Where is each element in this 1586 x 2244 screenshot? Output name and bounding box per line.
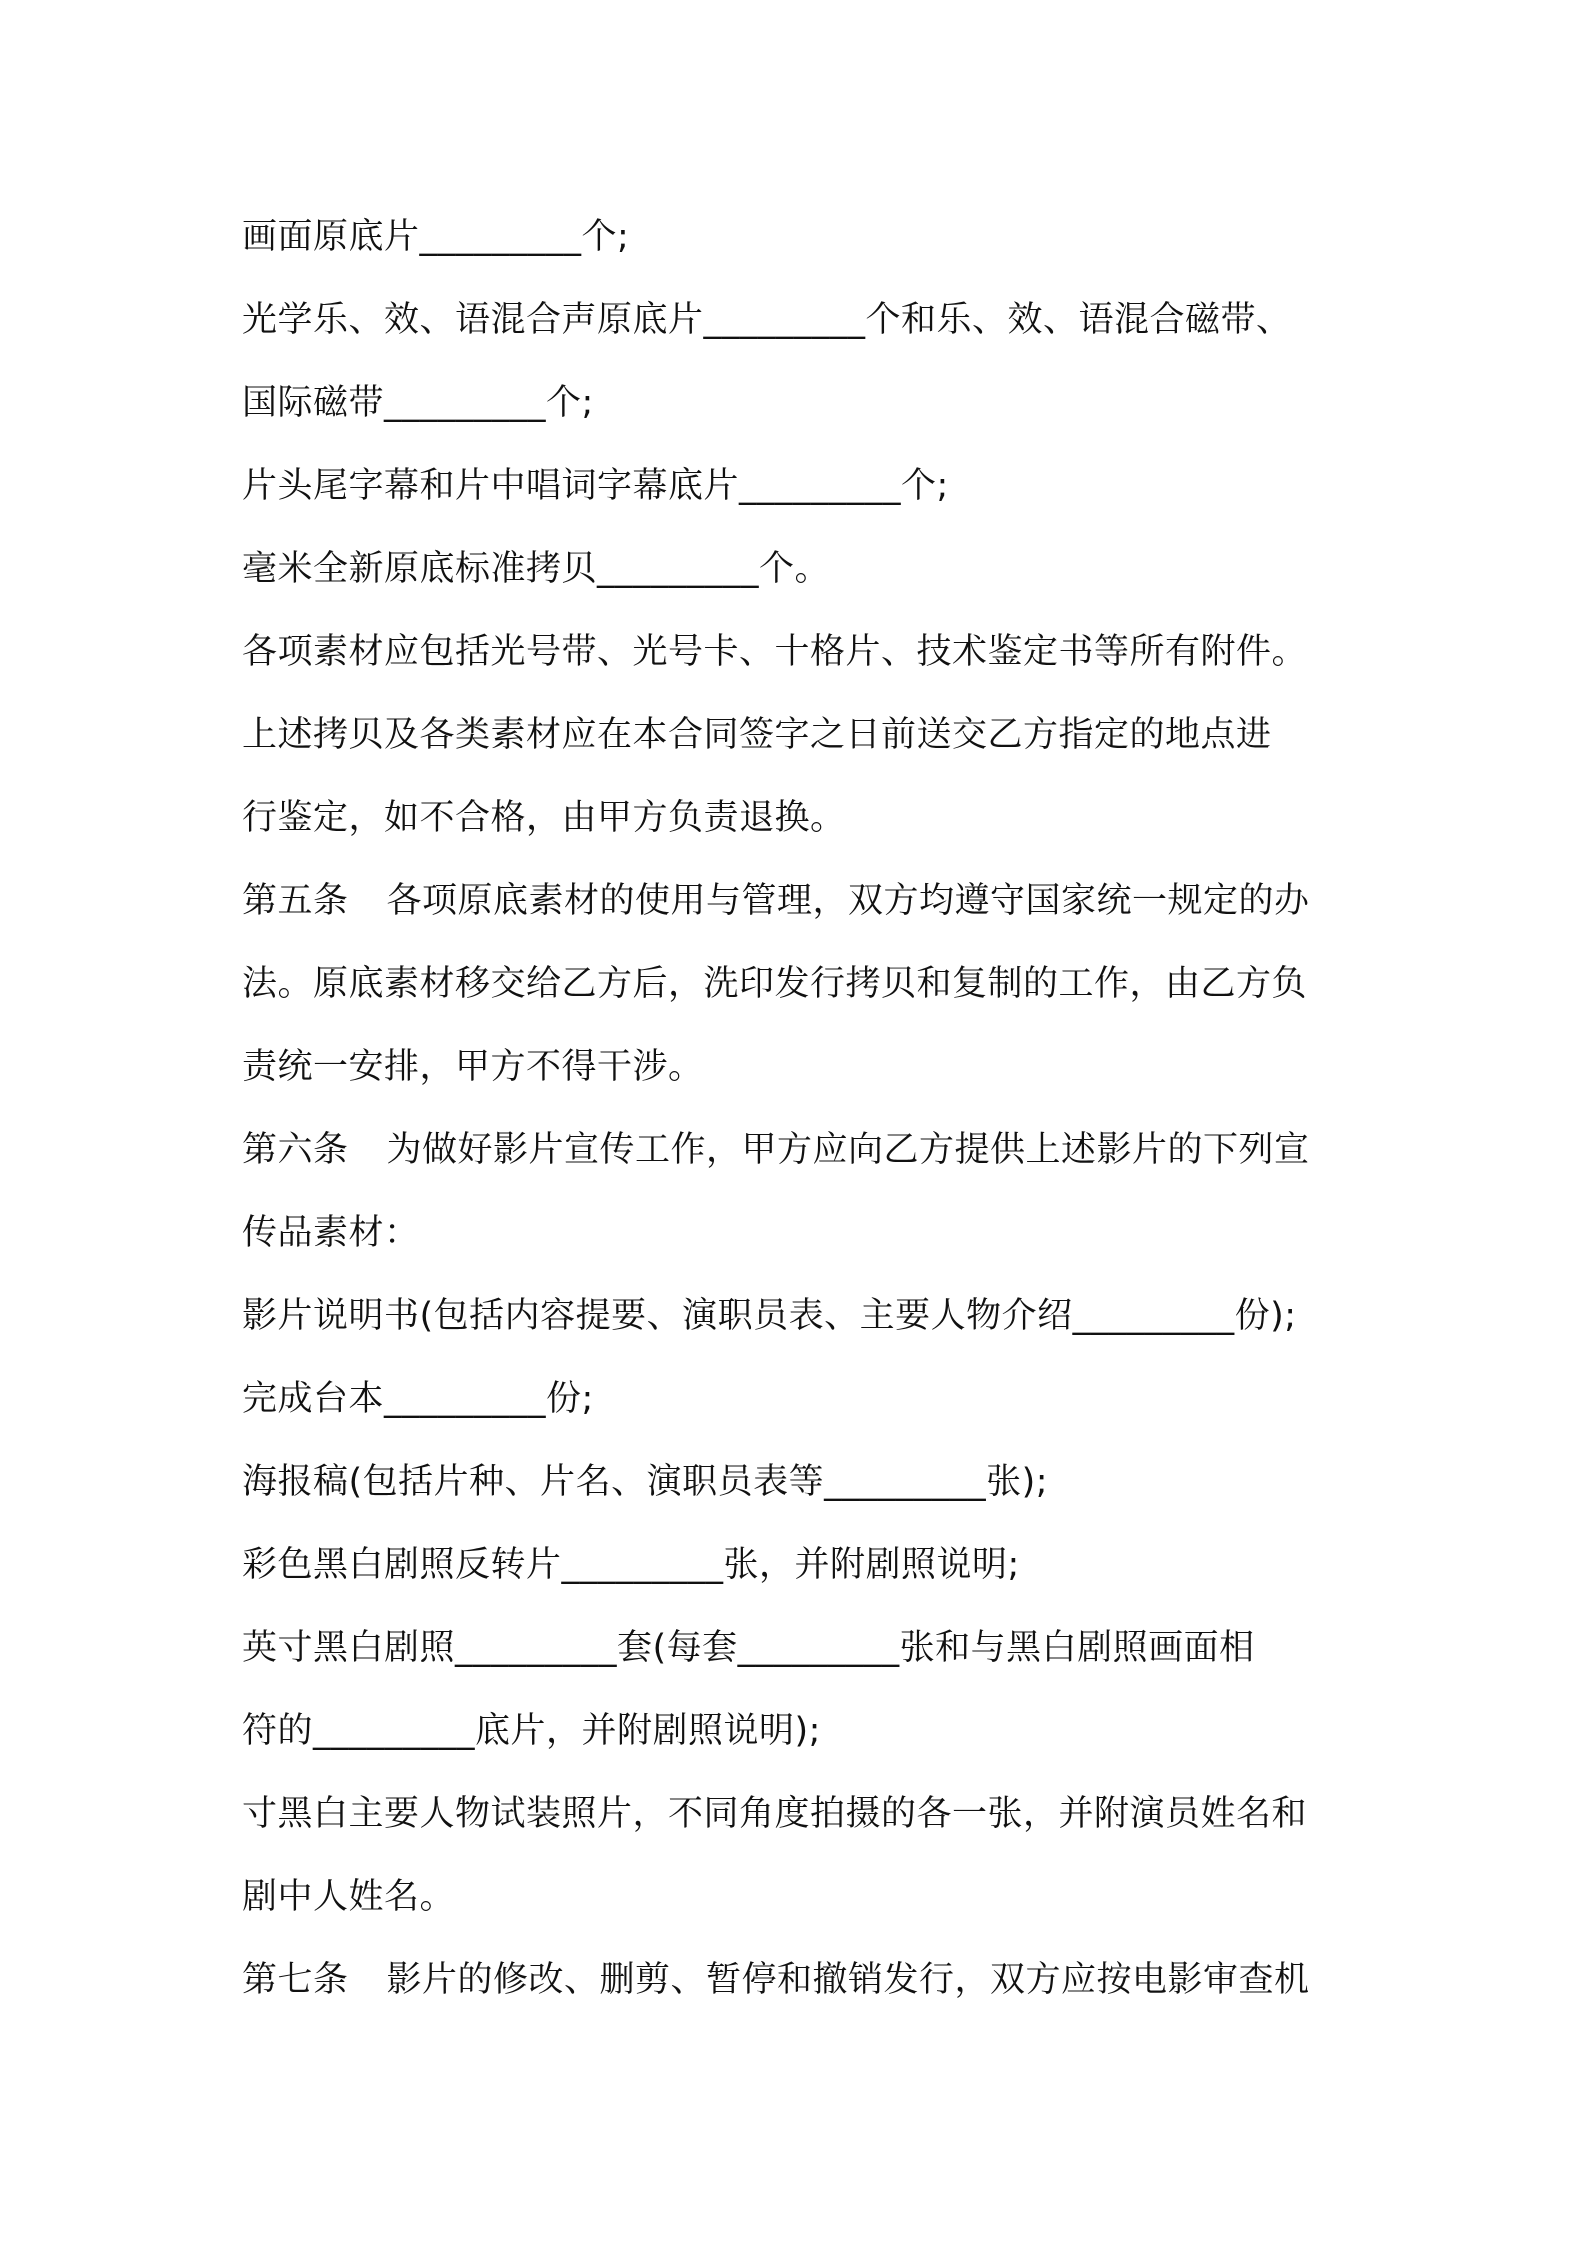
article-7-label: 第七条: [242, 1960, 349, 2000]
text-line-3: 国际磁带_________个;: [242, 383, 594, 423]
text-line-8: 行鉴定，如不合格，由甲方负责退换。: [242, 798, 846, 838]
text-line-4: 片头尾字幕和片中唱词字幕底片_________个;: [242, 466, 949, 506]
text-line-5: 毫米全新原底标准拷贝_________个。: [242, 549, 831, 589]
text-line-13: 传品素材：: [242, 1213, 420, 1253]
text-line-21: 剧中人姓名。: [242, 1877, 456, 1917]
article-6-text: 为做好影片宣传工作，甲方应向乙方提供上述影片的下列宣: [386, 1130, 1310, 1170]
text-line-18: 英寸黑白剧照_________套(每套_________张和与黑白剧照画面相: [242, 1628, 1255, 1668]
text-line-14: 影片说明书(包括内容提要、演职员表、主要人物介绍_________份);: [242, 1296, 1297, 1336]
text-line-1: 画面原底片_________个;: [242, 217, 630, 257]
article-7-text: 影片的修改、删剪、暂停和撤销发行，双方应按电影审查机: [386, 1960, 1310, 2000]
contract-text: [242, 196, 1362, 2022]
text-line-15: 完成台本_________份;: [242, 1379, 594, 1419]
article-6-line-1: [242, 1109, 1362, 1192]
article-7-line-1: [242, 1939, 1362, 2022]
article-5-label: 第五条: [242, 881, 349, 921]
text-line-20: 寸黑白主要人物试装照片，不同角度拍摄的各一张，并附演员姓名和: [242, 1794, 1308, 1834]
text-line-16: 海报稿(包括片种、片名、演职员表等_________张);: [242, 1462, 1049, 1502]
text-line-2: 光学乐、效、语混合声原底片_________个和乐、效、语混合磁带、: [242, 300, 1292, 340]
article-5-text: 各项原底素材的使用与管理，双方均遵守国家统一规定的办: [386, 881, 1310, 921]
text-line-11: 责统一安排，甲方不得干涉。: [242, 1047, 704, 1087]
text-line-7: 上述拷贝及各类素材应在本合同签字之日前送交乙方指定的地点进: [242, 715, 1272, 755]
article-6-label: 第六条: [242, 1130, 349, 1170]
text-line-19: 符的_________底片，并附剧照说明);: [242, 1711, 821, 1751]
text-line-10: 法。原底素材移交给乙方后，洗印发行拷贝和复制的工作，由乙方负: [242, 964, 1308, 1004]
text-line-6: 各项素材应包括光号带、光号卡、十格片、技术鉴定书等所有附件。: [242, 632, 1308, 672]
article-5-line-1: [242, 860, 1362, 943]
text-line-17: 彩色黑白剧照反转片_________张，并附剧照说明;: [242, 1545, 1020, 1585]
